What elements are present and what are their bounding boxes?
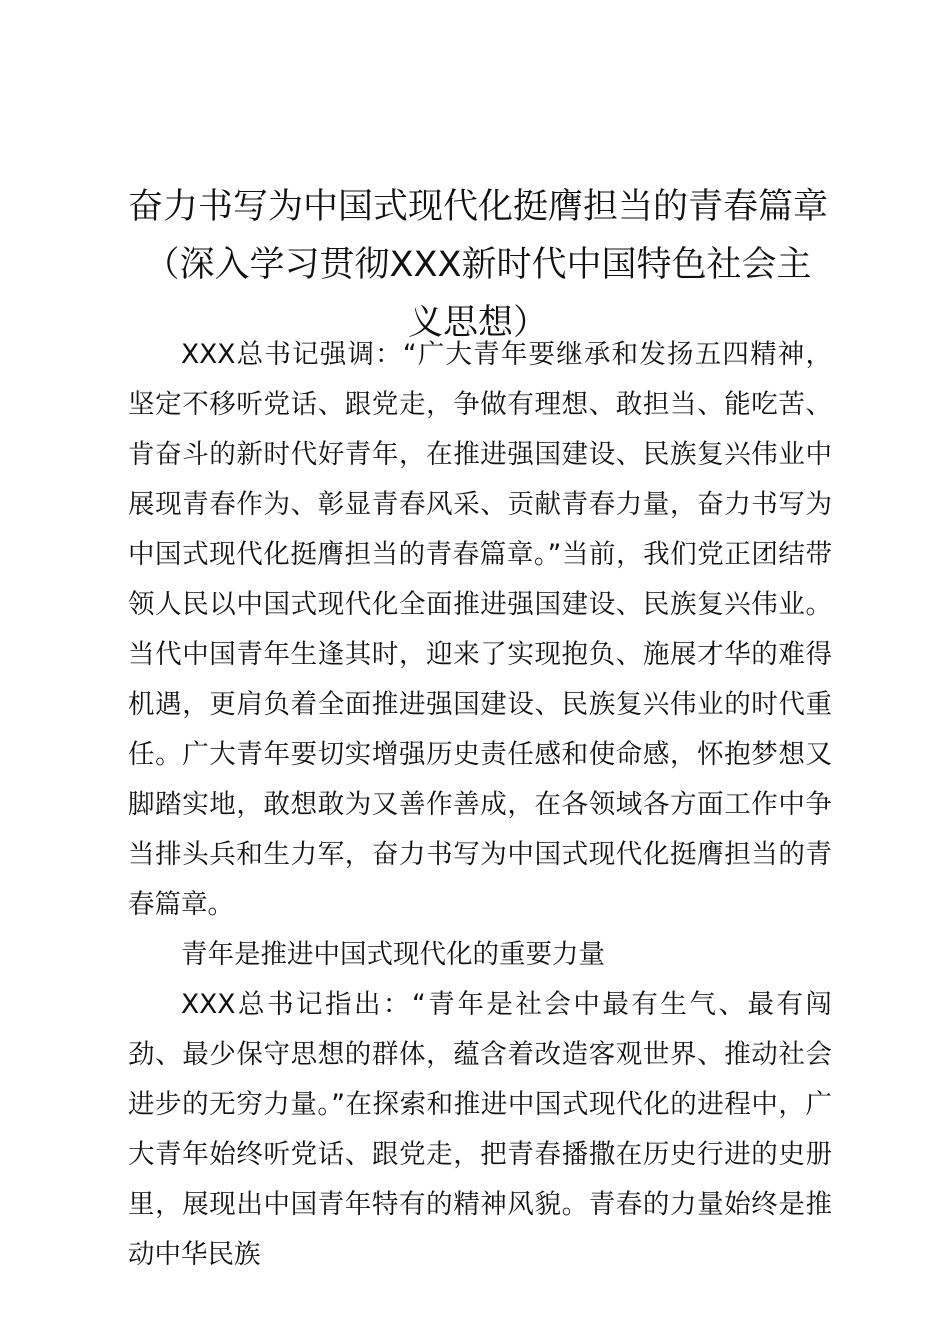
- body-paragraph: XXX总书记强调：“广大青年要继承和发扬五四精神，坚定不移听党话、跟党走，争做有理想、敢担当、能吃苦、肯奋斗的新时代好青年，在推进强国建设、民族复兴伟业中展现青春作为、彰显青春风采、贡献青春力量，奋力书写为中国式现代化挺膺担当的青春篇章。”当前，我们党正团结带领人民以中国式现代化全面推进强国建设、民族复兴伟业。当代中国青年生逢其时，迎来了实现抱负、施展才华的难得机遇，更肩负着全面推进强国建设、民族复兴伟业的时代重任。广大青年要切实增强历史责任感和使命感，怀抱梦想又脚踏实地，敢想敢为又善作善成，在各领域各方面工作中争当排头兵和生力军，奋力书写为中国式现代化挺膺担当的青春篇章。: [128, 339, 832, 920]
- document-body: [128, 330, 832, 1280]
- section-heading: 青年是推进中国式现代化的重要力量: [181, 939, 605, 970]
- document-title: 奋力书写为中国式现代化挺膺担当的青春篇章（深入学习贯彻XXX新时代中国特色社会主义思想）: [128, 187, 829, 343]
- body-paragraph: XXX总书记指出：“青年是社会中最有生气、最有闯劲、最少保守思想的群体，蕴含着改造客观世界、推动社会进步的无穷力量。”在探索和推进中国式现代化的进程中，广大青年始终听党话、跟党走，把青春播撒在历史行进的史册里，展现出中国青年特有的精神风貌。青春的力量始终是推动中华民族: [128, 989, 832, 1270]
